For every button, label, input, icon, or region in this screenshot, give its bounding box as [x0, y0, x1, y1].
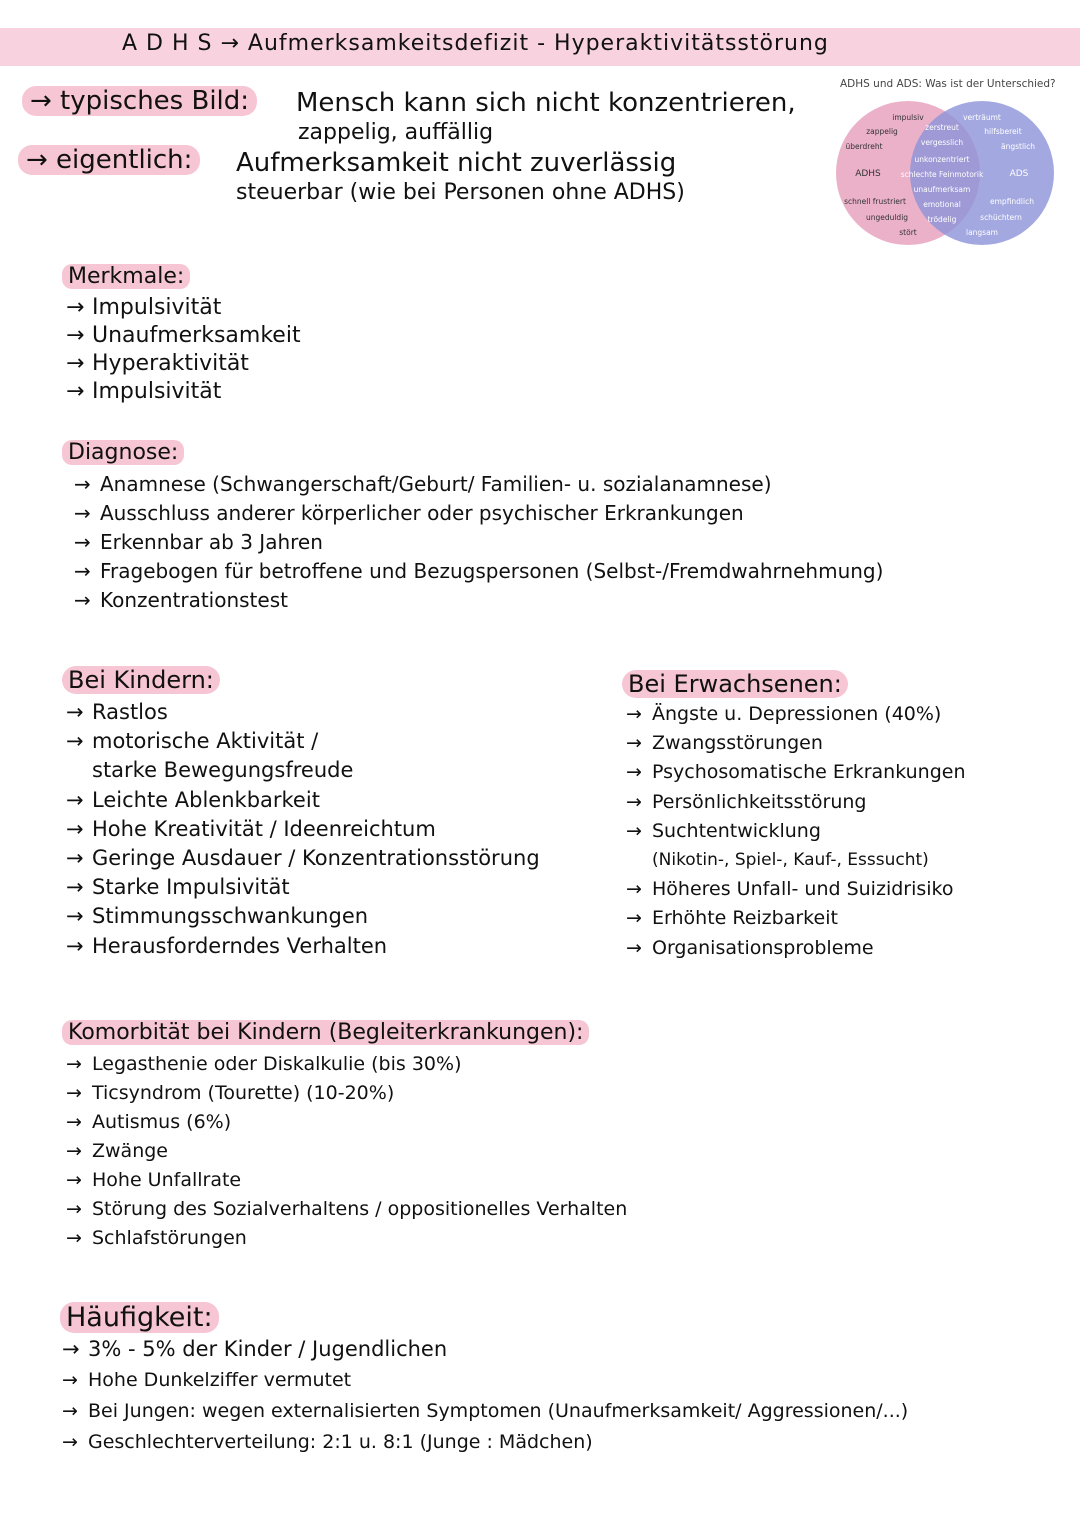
list-item-text: Psychosomatische Erkrankungen — [652, 761, 966, 784]
list-item — [66, 873, 540, 902]
list-item-text: Impulsivität — [92, 379, 222, 404]
arrow-icon: → — [66, 933, 84, 958]
arrow-icon: → — [66, 904, 84, 929]
list-item-text: Ängste u. Depressionen (40%) — [652, 703, 942, 725]
list-item — [626, 846, 966, 875]
list-item — [74, 499, 883, 528]
typical-line2: zappelig, auffällig — [298, 120, 494, 145]
haeufigkeit-list — [62, 1334, 908, 1458]
arrow-icon: → — [66, 1227, 82, 1249]
arrow-icon: → — [626, 819, 642, 842]
diagnose-heading — [62, 440, 184, 465]
list-item — [66, 1137, 627, 1166]
arrow-icon: → — [74, 472, 91, 496]
list-item — [66, 1079, 627, 1108]
list-item-text: Schlafstörungen — [92, 1227, 247, 1249]
list-item-text: (Nikotin-, Spiel-, Kauf-, Esssucht) — [652, 850, 929, 871]
arrow-icon: → — [66, 1053, 82, 1075]
komorbiditaet-list — [66, 1050, 627, 1253]
venn-word: überdreht — [845, 142, 883, 151]
list-item — [74, 470, 883, 499]
arrow-icon: → — [62, 1369, 78, 1391]
list-item — [626, 934, 966, 963]
venn-word: hilfsbereit — [984, 127, 1022, 136]
list-item — [62, 1396, 908, 1427]
list-item — [62, 1365, 908, 1396]
list-item — [66, 1195, 627, 1224]
list-item-text: Ticsyndrom (Tourette) (10-20%) — [92, 1082, 395, 1104]
arrow-icon: → — [66, 1140, 82, 1162]
venn-word: emotional — [923, 200, 961, 209]
arrow-icon: → — [74, 588, 91, 612]
list-item — [626, 700, 966, 729]
list-item-text: Autismus (6%) — [92, 1111, 232, 1133]
arrow-icon: → — [626, 878, 642, 901]
list-item-text: Ausschluss anderer körperlicher oder psychischer Erkrankungen — [100, 501, 744, 525]
arrow-icon: → — [62, 1337, 80, 1361]
actual-line1: Aufmerksamkeit nicht zuverlässig — [236, 148, 677, 178]
venn-label-ads: ADS — [1009, 169, 1029, 179]
venn-word: schüchtern — [980, 213, 1022, 222]
arrow-icon: → — [626, 790, 642, 813]
list-item-text: Fragebogen für betroffene und Bezugspersonen (Selbst-/Fremdwahrnehmung) — [100, 559, 884, 583]
list-item — [66, 1224, 627, 1253]
list-item-text: Zwänge — [92, 1140, 168, 1162]
list-item — [626, 788, 966, 817]
list-item — [66, 902, 540, 931]
list-item-text: Hohe Dunkelziffer vermutet — [88, 1369, 352, 1391]
venn-word: stört — [899, 228, 917, 237]
page-title: A D H S → Aufmerksamkeitsdefizit - Hyperaktivitätsstörung — [122, 31, 829, 56]
merkmale-heading — [62, 264, 190, 289]
list-item — [66, 932, 540, 961]
venn-word: schnell frustriert — [844, 197, 906, 206]
haeufigkeit-heading — [60, 1302, 219, 1333]
list-item — [626, 758, 966, 787]
arrow-icon: → — [66, 1111, 82, 1133]
list-item-text: Impulsivität — [92, 295, 222, 320]
list-item-text: 3% - 5% der Kinder / Jugendlichen — [88, 1337, 448, 1361]
list-item — [66, 1166, 627, 1195]
list-item-text: Leichte Ablenkbarkeit — [92, 787, 320, 812]
list-item-text: Legasthenie oder Diskalkulie (bis 30%) — [92, 1053, 462, 1075]
list-item — [66, 727, 540, 756]
erwachsene-heading-text: Bei Erwachsenen: — [622, 670, 848, 698]
actual-label-text: → eigentlich: — [18, 145, 200, 175]
list-item — [66, 844, 540, 873]
typical-label — [22, 86, 257, 116]
list-item-text: Geschlechterverteilung: 2:1 u. 8:1 (Junge : Mädchen) — [88, 1431, 593, 1453]
arrow-icon: → — [66, 700, 84, 724]
venn-word: verträumt — [963, 113, 1001, 122]
list-item — [66, 350, 301, 378]
venn-title: ADHS und ADS: Was ist der Unterschied? — [840, 78, 1056, 90]
list-item — [62, 1427, 908, 1458]
venn-word: langsam — [965, 228, 999, 237]
komorbiditaet-heading — [62, 1020, 589, 1045]
list-item-text: Unaufmerksamkeit — [92, 323, 301, 348]
arrow-icon: → — [66, 351, 85, 376]
typical-label-text: → typisches Bild: — [22, 86, 257, 116]
list-item — [626, 817, 966, 846]
list-item-text: Erkennbar ab 3 Jahren — [100, 530, 323, 554]
arrow-icon: → — [66, 379, 85, 404]
list-item-text: Suchtentwicklung — [652, 819, 821, 842]
arrow-icon: → — [66, 1198, 82, 1220]
list-item — [62, 1334, 908, 1365]
list-item-text: Rastlos — [92, 700, 168, 724]
venn-word: vergesslich — [920, 138, 964, 147]
merkmale-heading-text: Merkmale: — [62, 264, 190, 289]
venn-word: ungeduldig — [865, 213, 909, 222]
list-item-text: Stimmungsschwankungen — [92, 904, 369, 929]
venn-label-adhs: ADHS — [855, 169, 881, 179]
actual-label — [18, 145, 200, 175]
venn-word: unkonzentriert — [914, 155, 970, 164]
list-item-text: Hyperaktivität — [92, 351, 249, 376]
typical-line1: Mensch kann sich nicht konzentrieren, — [296, 88, 796, 118]
arrow-icon: → — [66, 1169, 82, 1191]
arrow-icon: → — [626, 907, 642, 930]
list-item-text: Konzentrationstest — [100, 588, 288, 612]
list-item-text: Organisationsprobleme — [652, 936, 874, 959]
diagnose-heading-text: Diagnose: — [62, 440, 184, 465]
list-item — [66, 1050, 627, 1079]
arrow-icon: → — [66, 323, 85, 348]
venn-diagram — [830, 76, 1060, 256]
kinder-heading-text: Bei Kindern: — [62, 666, 220, 694]
erwachsene-heading — [622, 670, 848, 698]
venn-word: unaufmerksam — [913, 185, 971, 194]
list-item-text: starke Bewegungsfreude — [92, 758, 354, 783]
list-item-text: Hohe Unfallrate — [92, 1169, 242, 1191]
venn-word: ängstlich — [1000, 142, 1036, 151]
list-item-text: Starke Impulsivität — [92, 875, 290, 900]
merkmale-list — [66, 294, 301, 406]
erwachsene-list — [626, 700, 966, 963]
arrow-icon: → — [66, 846, 84, 871]
actual-line2: steuerbar (wie bei Personen ohne ADHS) — [236, 180, 685, 205]
list-item-text: Anamnese (Schwangerschaft/Geburt/ Familien- u. sozialanamnese) — [100, 472, 772, 496]
list-item — [66, 1108, 627, 1137]
list-item — [66, 378, 301, 406]
arrow-icon: → — [62, 1431, 78, 1453]
list-item-text: Hohe Kreativität / Ideenreichtum — [92, 816, 436, 841]
arrow-icon: → — [626, 703, 642, 725]
list-item — [66, 322, 301, 350]
list-item-text: Herausforderndes Verhalten — [92, 933, 388, 958]
venn-word: zappelig — [866, 127, 898, 136]
list-item-text: Erhöhte Reizbarkeit — [652, 907, 838, 930]
arrow-icon: → — [74, 530, 91, 554]
arrow-icon: → — [66, 729, 84, 754]
list-item-text: Persönlichkeitsstörung — [652, 790, 867, 813]
list-item — [66, 698, 540, 727]
venn-word: zerstreut — [925, 123, 959, 132]
arrow-icon: → — [626, 732, 642, 755]
list-item — [626, 875, 966, 904]
list-item-text: Zwangsstörungen — [652, 732, 823, 755]
arrow-icon: → — [66, 1082, 82, 1104]
arrow-icon: → — [66, 295, 85, 320]
list-item-text: Höheres Unfall- und Suizidrisiko — [652, 878, 954, 901]
list-item — [66, 815, 540, 844]
list-item — [66, 294, 301, 322]
list-item — [74, 557, 883, 586]
arrow-icon: → — [66, 787, 84, 812]
arrow-icon: → — [62, 1400, 78, 1422]
kinder-list — [66, 698, 540, 961]
venn-word: schlechte Feinmotorik — [900, 170, 984, 179]
list-item — [74, 586, 883, 615]
list-item-text: motorische Aktivität / — [92, 729, 319, 754]
arrow-icon: → — [66, 875, 84, 900]
venn-svg — [830, 76, 1060, 256]
venn-word: empfindlich — [990, 197, 1034, 206]
arrow-icon: → — [626, 761, 642, 784]
diagnose-list — [74, 470, 883, 615]
list-item — [74, 528, 883, 557]
list-item — [66, 756, 540, 785]
venn-word: trödelig — [927, 215, 957, 224]
list-item — [626, 904, 966, 933]
venn-word: impulsiv — [892, 113, 924, 122]
arrow-icon: → — [74, 501, 91, 525]
list-item — [626, 729, 966, 758]
arrow-icon: → — [626, 936, 642, 959]
arrow-icon: → — [74, 559, 91, 583]
komorbiditaet-heading-text: Komorbität bei Kindern (Begleiterkrankungen): — [62, 1020, 589, 1045]
list-item-text: Geringe Ausdauer / Konzentrationsstörung — [92, 846, 540, 871]
haeufigkeit-heading-text: Häufigkeit: — [60, 1302, 219, 1333]
kinder-heading — [62, 666, 220, 694]
list-item-text: Bei Jungen: wegen externalisierten Symptomen (Unaufmerksamkeit/ Aggressionen/...) — [88, 1400, 909, 1422]
arrow-icon: → — [66, 816, 84, 841]
list-item-text: Störung des Sozialverhaltens / oppositionelles Verhalten — [92, 1198, 628, 1220]
list-item — [66, 786, 540, 815]
